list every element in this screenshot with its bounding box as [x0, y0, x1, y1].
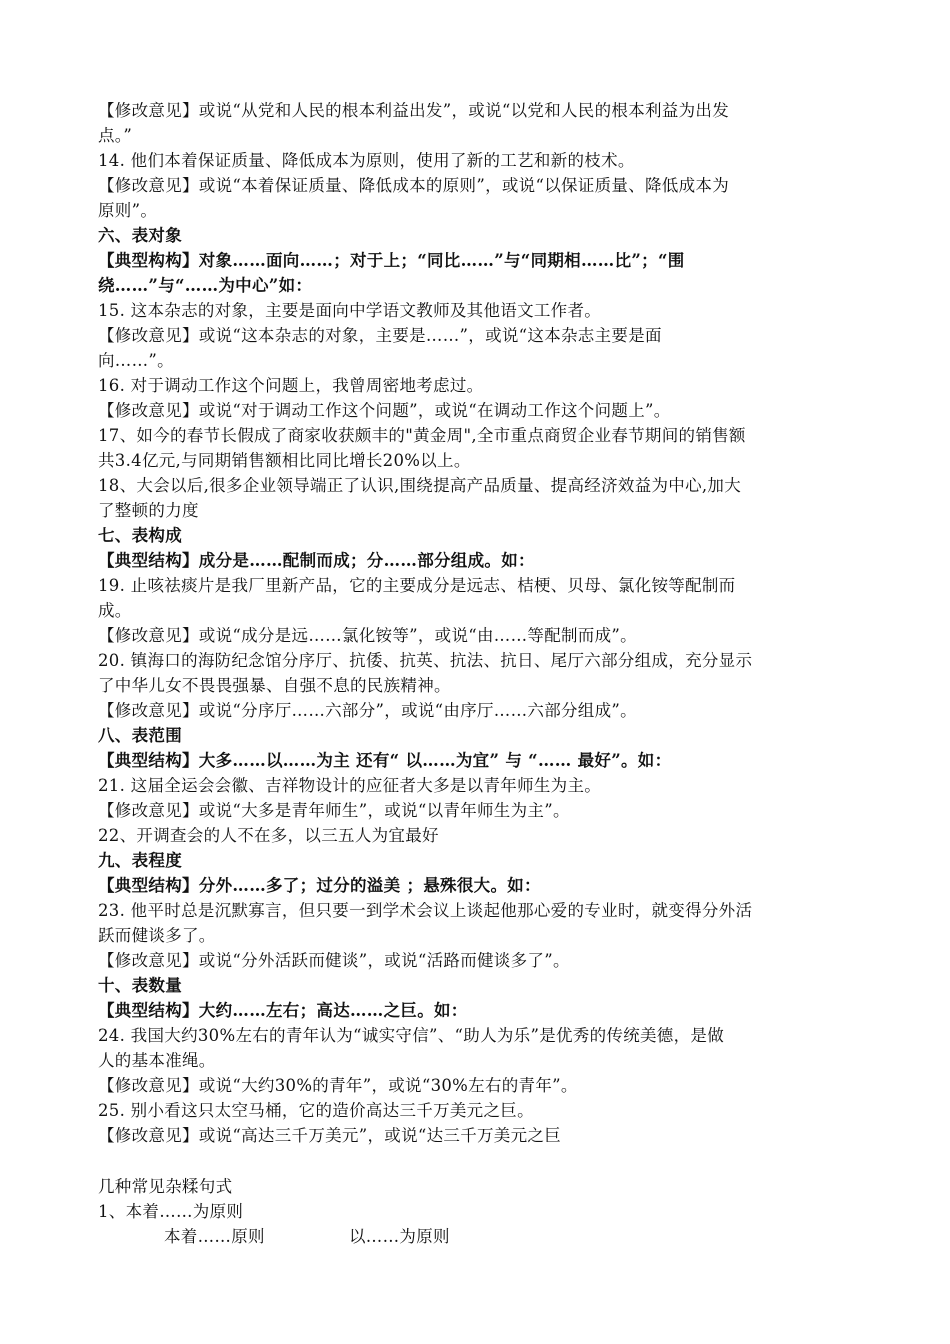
revision-note-line: 【修改意见】或说“分序厅……六部分”，或说“由序厅……六部分组成”。	[98, 701, 637, 720]
revision-note-line: 【修改意见】或说“从党和人民的根本利益出发”，或说“以党和人民的根本利益为出发	[98, 101, 730, 120]
typical-structure-line: 【典型构构】对象……面向……；对于上；“同比……”与“同期相……比”；“围	[98, 251, 685, 270]
text-line: 原则”。	[98, 201, 158, 220]
correct-form-b: 以……为原则	[349, 1227, 450, 1246]
example-sentence-line: 25. 别小看这只太空马桶，它的造价高达三千万美元之巨。	[98, 1101, 534, 1120]
typical-structure-line: 【典型结构】大约……左右；高达……之巨。如：	[98, 1001, 468, 1020]
revision-note-line: 【修改意见】或说“大约30%的青年”，或说“30%左右的青年”。	[98, 1076, 578, 1095]
text-line: 共3.4亿元,与同期销售额相比同比增长20%以上。	[98, 451, 471, 470]
appendix-item-1-forms	[98, 1224, 858, 1249]
example-sentence-line: 22、开调查会的人不在多，以三五人为宜最好	[98, 826, 439, 845]
appendix-item-1: 1、本着……为原则	[98, 1202, 244, 1221]
revision-note-line: 【修改意见】或说“本着保证质量、降低成本的原则”，或说“以保证质量、降低成本为	[98, 176, 730, 195]
section-heading: 六、表对象	[98, 226, 182, 245]
appendix-title: 几种常见杂糅句式	[98, 1177, 233, 1196]
example-sentence-line: 19. 止咳祛痰片是我厂里新产品，它的主要成分是远志、桔梗、贝母、氯化铵等配制而	[98, 576, 736, 595]
typical-structure-line: 【典型结构】成分是……配制而成；分……部分组成。如：	[98, 551, 535, 570]
example-sentence-line: 16. 对于调动工作这个问题上，我曾周密地考虑过。	[98, 376, 484, 395]
document-page	[98, 98, 858, 1249]
text-line: 向……”。	[98, 351, 174, 370]
text-line: 了中华儿女不畏畏强暴、自强不息的民族精神。	[98, 676, 451, 695]
example-sentence-line: 23. 他平时总是沉默寡言，但只要一到学术会议上谈起他那心爱的专业时，就变得分外活	[98, 901, 753, 920]
revision-note-line: 【修改意见】或说“分外活跃而健谈”，或说“活路而健谈多了”。	[98, 951, 570, 970]
example-sentence-line: 15. 这本杂志的对象，主要是面向中学语文教师及其他语文工作者。	[98, 301, 602, 320]
section-heading: 七、表构成	[98, 526, 182, 545]
document-body	[98, 98, 858, 1148]
example-sentence-line: 14. 他们本着保证质量、降低成本为原则，使用了新的工艺和新的枝术。	[98, 151, 635, 170]
revision-note-line: 【修改意见】或说“大多是青年师生”，或说“以青年师生为主”。	[98, 801, 570, 820]
text-line: 成。	[98, 601, 132, 620]
revision-note-line: 【修改意见】或说“成分是远……氯化铵等”，或说“由……等配制而成”。	[98, 626, 637, 645]
text-line: 跃而健谈多了。	[98, 926, 216, 945]
example-sentence-line: 21. 这届全运会会徽、吉祥物设计的应征者大多是以青年师生为主。	[98, 776, 602, 795]
section-heading: 十、表数量	[98, 976, 182, 995]
revision-note-line: 【修改意见】或说“这本杂志的对象，主要是……”，或说“这本杂志主要是面	[98, 326, 662, 345]
example-sentence-line: 24. 我国大约30%左右的青年认为“诚实守信”、“助人为乐”是优秀的传统美德，是做	[98, 1026, 724, 1045]
example-sentence-line: 20. 镇海口的海防纪念馆分序厅、抗倭、抗英、抗法、抗日、尾厅六部分组成，充分显示	[98, 651, 753, 670]
example-sentence-line: 17、如今的春节长假成了商家收获颇丰的"黄金周",全市重点商贸企业春节期间的销售额	[98, 426, 746, 445]
section-heading: 九、表程度	[98, 851, 182, 870]
typical-structure-line: 绕……”与“……为中心”如：	[98, 276, 313, 295]
text-line: 点。”	[98, 126, 133, 145]
example-sentence-line: 18、大会以后,很多企业领导端正了认识,围绕提高产品质量、提高经济效益为中心,加大	[98, 476, 742, 495]
section-heading: 八、表范围	[98, 726, 182, 745]
revision-note-line: 【修改意见】或说“对于调动工作这个问题”，或说“在调动工作这个问题上”。	[98, 401, 671, 420]
typical-structure-line: 【典型结构】大多……以……为主 还有“ 以……为宜” 与 “…… 最好”。如：	[98, 751, 672, 770]
section-gap	[98, 1148, 858, 1174]
text-line: 了整顿的力度	[98, 501, 199, 520]
text-line: 人的基本准绳。	[98, 1051, 216, 1070]
typical-structure-line: 【典型结构】分外……多了；过分的溢美 ；悬殊很大。如：	[98, 876, 541, 895]
correct-form-a: 本着……原则	[164, 1227, 265, 1246]
revision-note-line: 【修改意见】或说“高达三千万美元”，或说“达三千万美元之巨	[98, 1126, 562, 1145]
